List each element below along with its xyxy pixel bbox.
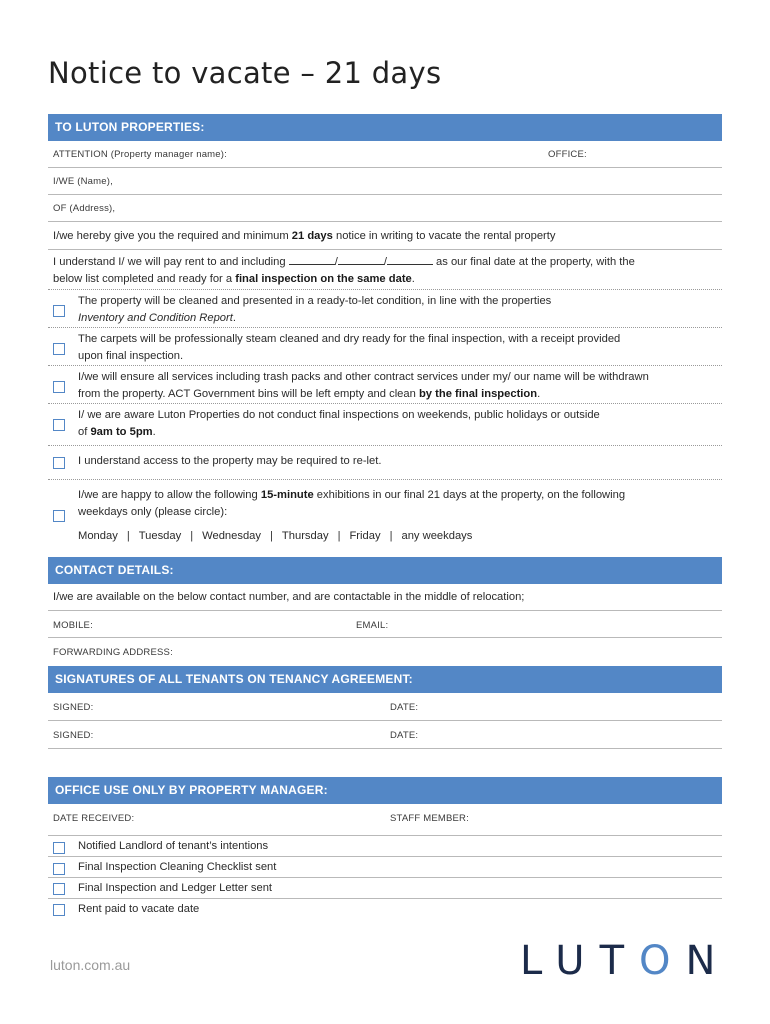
date-received-label: DATE RECEIVED: (53, 813, 135, 824)
day-wednesday[interactable]: Wednesday (202, 530, 262, 542)
checkbox-access[interactable] (53, 457, 65, 469)
checkbox-rent-paid[interactable] (53, 904, 65, 916)
day-thursday[interactable]: Thursday (281, 530, 329, 542)
attention-label: ATTENTION (Property manager name): (53, 149, 227, 160)
check-text: The carpets will be professionally steam cleaned and dry ready for the final inspection, with a receipt provided upon final inspection. (78, 333, 621, 362)
staff-member-label: STAFF MEMBER: (390, 813, 469, 824)
day-separator: | (389, 530, 393, 542)
date-month-blank[interactable] (338, 254, 384, 265)
rent-row (48, 250, 722, 290)
day-monday[interactable]: Monday (78, 530, 118, 542)
office-label: OFFICE: (548, 149, 587, 160)
office-item-label: Final Inspection Cleaning Checklist sent (78, 861, 277, 873)
checkbox-services[interactable] (53, 381, 65, 393)
section-header-contact-details: CONTACT DETAILS: (48, 557, 722, 584)
notice-row (48, 222, 722, 250)
office-item-label: Final Inspection and Ledger Letter sent (78, 882, 273, 894)
signature-row-1[interactable] (48, 693, 722, 721)
date-label: DATE: (390, 730, 419, 741)
check-text: I understand access to the property may be required to re-let. (78, 455, 382, 467)
section-header-signatures: SIGNATURES OF ALL TENANTS ON TENANCY AGREEMENT: (48, 666, 722, 693)
mobile-email-row (48, 611, 722, 638)
signed-label: SIGNED: (53, 702, 94, 713)
mobile-label: MOBILE: (53, 620, 93, 631)
email-label: EMAIL: (356, 620, 389, 631)
attention-row (48, 141, 722, 168)
notice-text: I/we hereby give you the required and minimum 21 days notice in writing to vacate the rental property (53, 230, 556, 242)
checkbox-notified-landlord[interactable] (53, 842, 65, 854)
section-header-luton-properties: TO LUTON PROPERTIES: (48, 114, 722, 141)
checkbox-cleaned[interactable] (53, 305, 65, 317)
exhibition-text: I/we are happy to allow the following 15-minute exhibitions in our final 21 days at the property, on the following weekdays only (please circle): (78, 489, 626, 518)
check-row-access (48, 446, 722, 480)
check-row-services (48, 366, 722, 404)
office-item-label: Rent paid to vacate date (78, 903, 200, 915)
day-separator: | (126, 530, 130, 542)
day-tuesday[interactable]: Tuesday (138, 530, 182, 542)
section-header-office-use: OFFICE USE ONLY BY PROPERTY MANAGER: (48, 777, 722, 804)
luton-logo: LUTON (520, 938, 731, 984)
received-row[interactable] (48, 804, 722, 836)
footer-url[interactable]: luton.com.au (50, 957, 131, 973)
checkbox-carpets[interactable] (53, 343, 65, 355)
day-separator: | (337, 530, 341, 542)
signed-label: SIGNED: (53, 730, 94, 741)
office-item-row (48, 878, 722, 899)
office-item-row (48, 857, 722, 878)
exhibition-row (48, 480, 722, 552)
contact-intro: I/we are available on the below contact number, and are contactable in the middle of relocation; (53, 591, 525, 603)
day-separator: | (270, 530, 273, 542)
office-item-label: Notified Landlord of tenant’s intentions (78, 840, 269, 852)
checkbox-exhibitions[interactable] (53, 510, 65, 522)
weekday-options (78, 528, 472, 545)
date-day-blank[interactable] (289, 254, 335, 265)
address-label: OF (Address), (53, 203, 116, 214)
forwarding-row[interactable] (48, 638, 722, 666)
check-text: The property will be cleaned and presented in a ready-to-let condition, in line with the properties Inventory and Condition Report. (78, 295, 552, 324)
check-row-carpets (48, 328, 722, 366)
name-row[interactable] (48, 168, 722, 195)
rent-text: I understand I/ we will pay rent to and including / / as our final date at the property, with the below list completed and ready for a final inspection on the same date. (53, 256, 635, 285)
address-row[interactable] (48, 195, 722, 222)
check-row-cleaned (48, 290, 722, 328)
day-friday[interactable]: Friday (349, 530, 381, 542)
office-item-row (48, 836, 722, 857)
forwarding-label: FORWARDING ADDRESS: (53, 647, 173, 658)
signature-row-2[interactable] (48, 721, 722, 749)
check-text: I/ we are aware Luton Properties do not conduct final inspections on weekends, public holidays or outside of 9am to 5pm. (78, 409, 600, 438)
contact-intro-row (48, 584, 722, 611)
checkbox-cleaning-checklist[interactable] (53, 863, 65, 875)
date-year-blank[interactable] (387, 254, 433, 265)
date-label: DATE: (390, 702, 419, 713)
day-any-weekdays[interactable]: any weekdays (401, 530, 473, 542)
name-label: I/WE (Name), (53, 176, 113, 187)
office-item-row (48, 899, 722, 920)
page-title: Notice to vacate – 21 days (48, 56, 442, 90)
checkbox-weekends[interactable] (53, 419, 65, 431)
checkbox-ledger-letter[interactable] (53, 883, 65, 895)
check-row-weekends (48, 404, 722, 446)
check-text: I/we will ensure all services including trash packs and other contract services under my/ our name will be withdrawn from the property. ACT Government bins will be left empty and clean by the final inspection. (78, 371, 649, 400)
day-separator: | (190, 530, 194, 542)
